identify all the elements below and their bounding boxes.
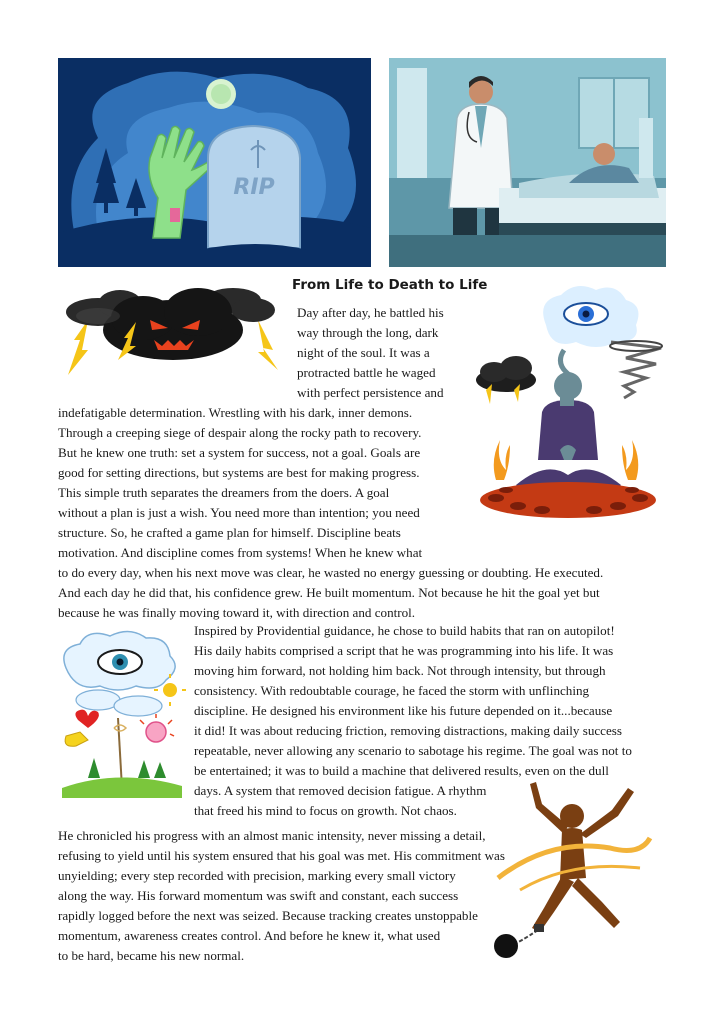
text-line: Inspired by Providential guidance, he chose to build habits that ran on autopilot! [194,623,615,638]
hospital-illustration [389,58,666,267]
text-line: Day after day, he battled his [297,305,444,320]
text-line: days. A system that removed decision fatigue. A rhythm [194,783,487,798]
text-line: But he knew one truth: set a system for success, not a goal. Goals are [58,445,421,460]
text-line: because he was finally moving toward it, with direction and control. [58,605,416,620]
text-line: good for setting directions, but systems are best for making progress. [58,465,420,480]
paragraph-1 [58,303,678,623]
text-line: refusing to yield until his system ensured that his goal was met. His commitment was [58,848,505,863]
text-line: to be hard, became his new normal. [58,948,245,963]
providence-eye-illustration [58,628,186,798]
text-line: with perfect persistence and [297,385,444,400]
text-line: it did! It was about reducing friction, removing distractions, making daily success [194,723,622,738]
paragraph-3 [58,826,558,966]
text-line: This simple truth separates the dreamers from the doers. A goal [58,485,390,500]
text-line: Through a creeping siege of despair along the rocky path to recovery. [58,425,422,440]
text-line: way through the long, dark [297,325,439,340]
text-line: moving him forward, not holding him back. Not through intensity, but through [194,663,606,678]
page-title: From Life to Death to Life [292,277,488,293]
graveyard-illustration [58,58,371,267]
text-line: motivation. And discipline comes from systems! When he knew what [58,545,423,560]
text-line: protracted battle he waged [297,365,436,380]
text-line: structure. So, he crafted a game plan for himself. Discipline beats [58,525,401,540]
text-line: to do every day, when his next move was clear, he wasted no energy guessing or doubting. He executed. [58,565,604,580]
text-line: without a plan is just a wish. You need more than intention; you need [58,505,420,520]
text-line: And each day he did that, his confidence grew. He built momentum. Not because he hit the goal yet but [58,585,600,600]
text-line: that freed his mind to focus on growth. Not chaos. [194,803,457,818]
text-line: indefatigable determination. Wrestling with his dark, inner demons. [58,405,413,420]
text-line: discipline. He designed his environment like his future depended on it...because [194,703,613,718]
text-line: His daily habits comprised a script that he was programming into his life. It was [194,643,614,658]
text-line: repeatable, never allowing any scenario to sabotage his regime. The goal was not to [194,743,632,758]
text-line: unyielding; every step recorded with precision, marking every small victory [58,868,456,883]
text-line: night of the soul. It was a [297,345,430,360]
text-line: along the way. His forward momentum was swift and constant, each success [58,888,459,903]
text-line: rapidly logged before the next was seized. Because tracking creates unstoppable [58,908,478,923]
tombstone-rip-text: RIP [233,175,275,200]
text-line: be entertained; it was to build a machine that delivered results, even on the dull [194,763,609,778]
text-line: momentum, awareness creates control. And before he knew it, what used [58,928,441,943]
text-line: consistency. With redoubtable courage, he faced the storm with unflinching [194,683,590,698]
text-line: He chronicled his progress with an almost manic intensity, never missing a detail, [58,828,486,843]
